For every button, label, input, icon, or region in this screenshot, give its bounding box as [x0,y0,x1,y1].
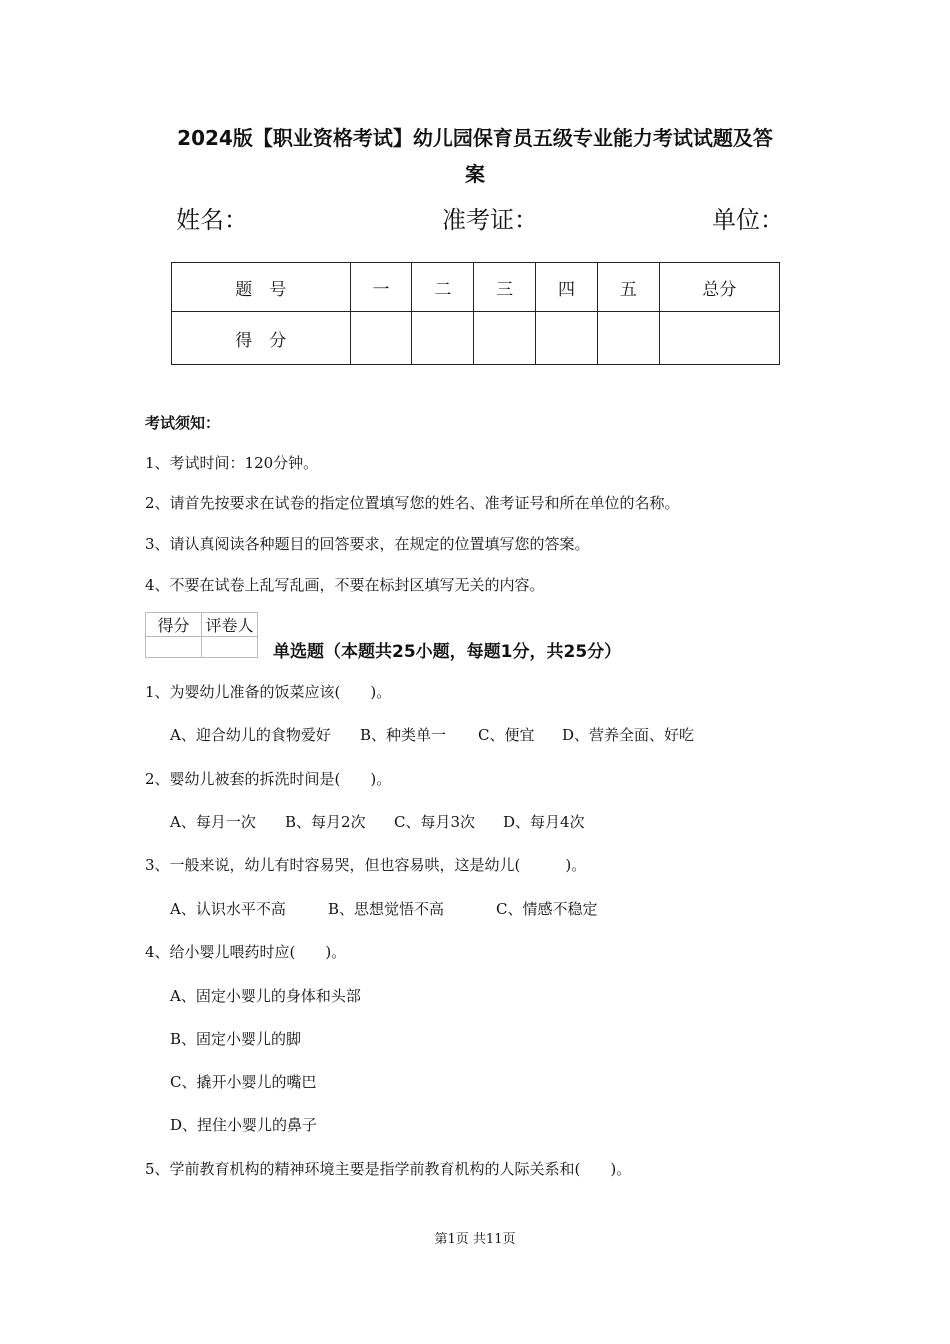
header-cell: 二 [412,263,474,312]
question-1-stem: 1、为婴幼儿准备的饭菜应该( )。 [145,683,392,701]
score-table [171,262,780,365]
option-a[interactable]: A、每月一次 [170,813,256,831]
option-c[interactable]: C、撬开小婴儿的嘴巴 [170,1073,317,1091]
option-b[interactable]: B、固定小婴儿的脚 [170,1030,302,1048]
grader-box-score-label: 得分 [146,613,202,637]
question-5-stem: 5、学前教育机构的精神环境主要是指学前教育机构的人际关系和( )。 [145,1160,632,1178]
option-c[interactable]: C、便宜 [478,726,535,744]
option-a[interactable]: A、固定小婴儿的身体和头部 [170,987,361,1005]
option-d[interactable]: D、捏住小婴儿的鼻子 [170,1116,318,1134]
question-1-options [170,724,694,745]
option-c[interactable]: C、每月3次 [394,813,476,831]
notice-item: 1、考试时间：120分钟。 [145,454,319,472]
score-row-label: 得 分 [172,312,351,365]
title-line-2: 案 [465,162,485,186]
header-cell: 一 [350,263,412,312]
option-b[interactable]: B、种类单一 [360,726,447,744]
header-cell: 总分 [659,263,779,312]
question-4-stem: 4、给小婴儿喂药时应( )。 [145,943,347,961]
option-a[interactable]: A、迎合幼儿的食物爱好 [170,726,331,744]
notice-item: 3、请认真阅读各种题目的回答要求，在规定的位置填写您的答案。 [145,535,590,553]
grader-box-grader-cell[interactable] [202,637,258,658]
score-cell[interactable] [536,312,598,365]
option-d[interactable]: D、每月4次 [503,813,585,831]
question-3-stem: 3、一般来说，幼儿有时容易哭，但也容易哄，这是幼儿( )。 [145,856,587,874]
score-table-score-row [172,312,780,365]
score-table-header-row [172,263,780,312]
notice-heading: 考试须知： [145,414,221,432]
score-cell[interactable] [659,312,779,365]
score-cell[interactable] [597,312,659,365]
grader-box-score-cell[interactable] [146,637,202,658]
option-a[interactable]: A、认识水平不高 [170,900,286,918]
page-footer: 第1页 共11页 [434,1232,516,1247]
option-b[interactable]: B、思想觉悟不高 [328,900,445,918]
header-cell: 题 号 [172,263,351,312]
question-2-options [170,811,585,832]
notice-item: 2、请首先按要求在试卷的指定位置填写您的姓名、准考证号和所在单位的名称。 [145,494,680,512]
question-2-stem: 2、婴幼儿被套的拆洗时间是( )。 [145,770,392,788]
grader-box-grader-label: 评卷人 [202,613,258,637]
option-c[interactable]: C、情感不稳定 [496,900,598,918]
notice-item: 4、不要在试卷上乱写乱画，不要在标封区填写无关的内容。 [145,576,545,594]
question-3-options [170,898,597,919]
name-field-label: 姓名： [176,206,248,234]
score-cell[interactable] [474,312,536,365]
exam-title [130,120,820,192]
exam-id-field-label: 准考证： [442,206,538,234]
option-d[interactable]: D、营养全面、好吃 [562,726,695,744]
header-cell: 三 [474,263,536,312]
header-cell: 五 [597,263,659,312]
section-title: 单选题（本题共25小题，每题1分，共25分） [273,642,622,662]
unit-field-label: 单位： [712,206,784,234]
grader-box [145,612,258,658]
candidate-fields [0,200,950,240]
option-b[interactable]: B、每月2次 [285,813,366,831]
title-line-1: 2024版【职业资格考试】幼儿园保育员五级专业能力考试试题及答 [177,126,773,150]
score-cell[interactable] [412,312,474,365]
score-cell[interactable] [350,312,412,365]
header-cell: 四 [536,263,598,312]
